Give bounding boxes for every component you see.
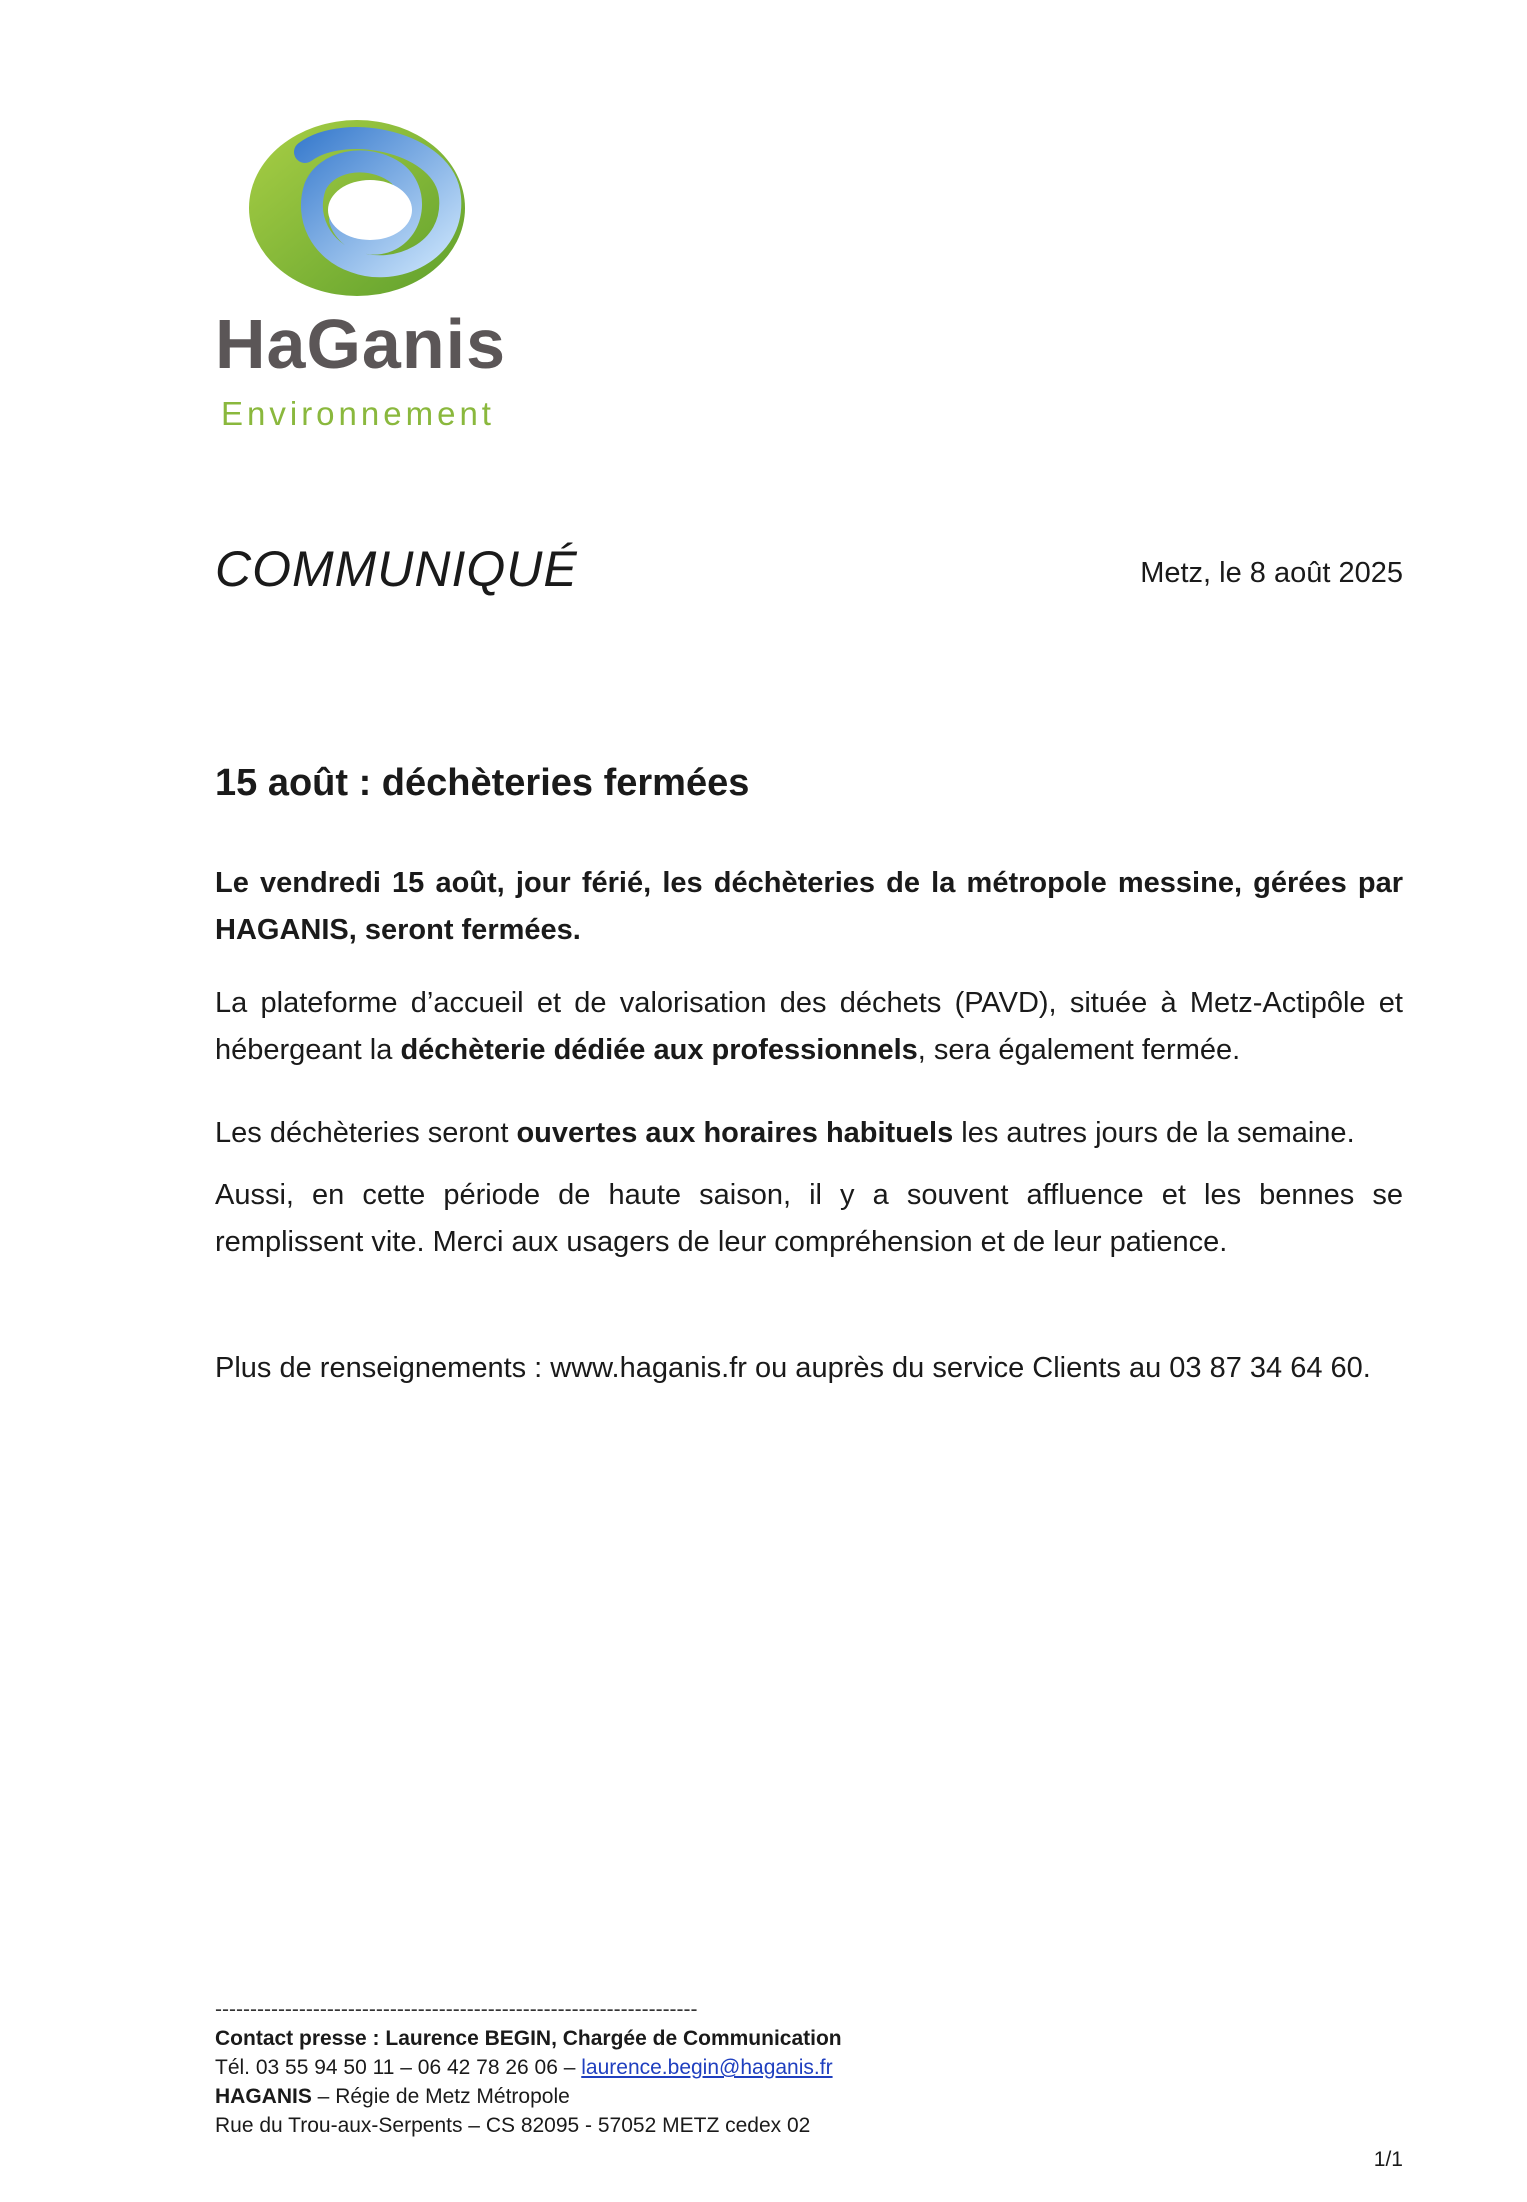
logo-wordmark: HaGanis [215, 305, 506, 383]
footer-contact [215, 2024, 842, 2053]
haganis-ring-icon [245, 112, 475, 302]
footer-phone-numbers: Tél. 03 55 94 50 11 – 06 42 78 26 06 – [215, 2056, 582, 2079]
footer-org [215, 2082, 842, 2111]
logo-subtitle: Environnement [221, 395, 495, 432]
lead-paragraph: Le vendredi 15 août, jour férié, les déchèteries de la métropole messine, gérées par HAGANIS, seront fermées. [215, 867, 1403, 946]
footer-org-name: HAGANIS [215, 2085, 312, 2108]
press-contact-footer [215, 1995, 842, 2140]
paragraph-pavd-part1: La plateforme d’accueil et de valorisation des déchets (PAVD), située à Metz-Actipôle et hébergeant la [215, 987, 1403, 1066]
footer-contact-label: Contact presse : Laurence BEGIN, Chargée de Communication [215, 2027, 842, 2050]
paragraph-season: Aussi, en cette période de haute saison, il y a souvent affluence et les bennes se remplissent vite. Merci aux usagers de leur compréhension et de leur patience. [215, 1179, 1403, 1258]
footer-email-link[interactable]: laurence.begin@haganis.fr [581, 2056, 833, 2079]
paragraph-pavd-part2: , sera également fermée. [917, 1034, 1241, 1066]
page-number: 1/1 [1373, 2148, 1403, 2171]
paragraph-hours-part1: Les déchèteries seront [215, 1117, 517, 1149]
paragraph-pavd [215, 980, 1403, 1074]
paragraph-hours [215, 1110, 1403, 1157]
paragraph-pavd-bold: déchèterie dédiée aux professionnels [400, 1034, 918, 1066]
document-date: Metz, le 8 août 2025 [1140, 557, 1403, 589]
footer-phones [215, 2053, 842, 2082]
document-type: COMMUNIQUÉ [215, 541, 578, 597]
paragraph-hours-part2: les autres jours de la semaine. [953, 1117, 1355, 1149]
footer-address: Rue du Trou-aux-Serpents – CS 82095 - 57052 METZ cedex 02 [215, 2114, 811, 2137]
haganis-logo [215, 112, 515, 432]
footer-divider: --------------------------------------------------------------------- [215, 1998, 698, 2021]
footer-org-desc: – Régie de Metz Métropole [311, 2085, 570, 2108]
page-title: 15 août : déchèteries fermées [215, 762, 750, 804]
paragraph-hours-bold: ouvertes aux horaires habituels [516, 1117, 954, 1149]
paragraph-info: Plus de renseignements : www.haganis.fr ou auprès du service Clients au 03 87 34 64 60. [215, 1352, 1371, 1384]
